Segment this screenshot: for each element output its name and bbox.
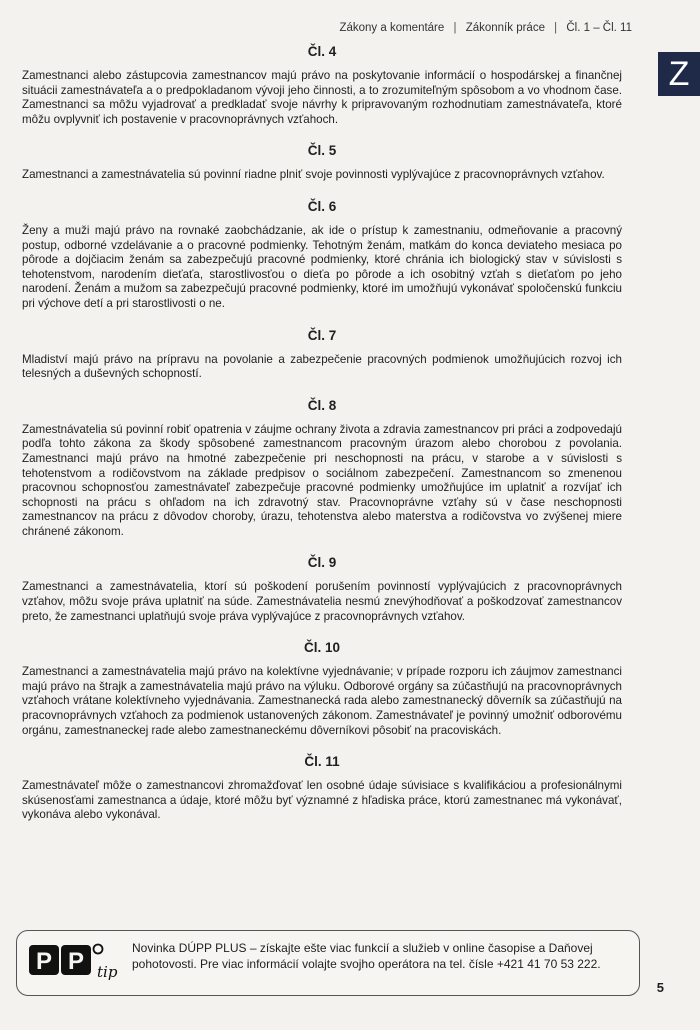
article-body: Zamestnávateľ môže o zamestnancovi zhromažďovať len osobné údaje súvisiace s kvalifikáciou a profesionálnymi skúsenosťami zamestnanca a údaje, ktoré môžu byť významné z hľadiska práce, ktorú zamestnanec má vykonávať, vykonáva alebo vykonával. bbox=[22, 779, 622, 822]
logo-letter-p: P bbox=[67, 948, 85, 975]
section-tab: Z bbox=[658, 52, 700, 96]
article bbox=[22, 555, 622, 624]
article bbox=[22, 754, 622, 823]
article bbox=[22, 199, 622, 312]
pp-tip-box bbox=[16, 930, 640, 996]
article-title: Čl. 9 bbox=[307, 555, 337, 571]
article-title: Čl. 7 bbox=[307, 327, 337, 343]
logo-tip-word: tip bbox=[97, 963, 118, 981]
page-number: 5 bbox=[656, 980, 664, 995]
article-body: Mladiství majú právo na prípravu na povolanie a zabezpečenie pracovných podmienok umožňujúcich rozvoj ich telesných a duševných schopností. bbox=[22, 352, 622, 381]
article-title: Čl. 5 bbox=[307, 143, 337, 159]
article bbox=[22, 398, 622, 540]
article-body: Zamestnanci a zamestnávatelia majú právo na kolektívne vyjednávanie; v prípade rozporu ich záujmov zamestnanci majú právo na štrajk a zamestnávatelia majú právo na výluku. Odborové orgány sa zúčastňujú na pracovnoprávnych vzťahoch vrátane kolektívneho vyjednávania. Zamestnanecká rada alebo zamestnanecký dôverník sa zúčastňujú na pracovnoprávnych vzťahoch za podmienok ustanovených zákonom. Zamestnávateľ je povinný umožniť odborovému orgánu, zamestnaneckej rade alebo zamestnaneckému dôverníkovi pôsobiť na pracoviskách. bbox=[22, 665, 622, 737]
logo-letter-p: P bbox=[35, 948, 53, 975]
article-title: Čl. 4 bbox=[307, 44, 337, 59]
article bbox=[22, 328, 622, 382]
articles-column bbox=[22, 44, 622, 839]
running-header bbox=[339, 22, 632, 34]
header-book-series: Zákony a komentáre bbox=[339, 22, 445, 34]
article bbox=[22, 640, 622, 738]
article bbox=[22, 44, 622, 127]
article-title: Čl. 10 bbox=[303, 640, 341, 656]
article-body: Zamestnanci a zamestnávatelia, ktorí sú poškodení porušením povinností vyplývajúcich z pracovnoprávnych vzťahov, môžu svoje práva uplatniť na súde. Zamestnávatelia nesmú znevýhodňovať a poškodzovať zamestnancov preto, že zamestnanci uplatňujú svoje práva vyplývajúce z pracovnoprávnych vzťahov. bbox=[22, 580, 622, 623]
header-law-title: Zákonník práce bbox=[465, 22, 545, 34]
header-article-range: Čl. 1 – Čl. 11 bbox=[566, 22, 632, 34]
article-body: Zamestnanci a zamestnávatelia sú povinní riadne plniť svoje povinnosti vyplývajúce z pracovnoprávnych vzťahov. bbox=[22, 168, 605, 182]
article-body: Zamestnanci alebo zástupcovia zamestnancov majú právo na poskytovanie informácií o hospodárskej a finančnej situácii zamestnávateľa a o predpokladanom vývoji jeho činnosti, a to zrozumiteľným spôsobom a vo vhodnom čase. Zamestnanci sa môžu vyjadrovať a predkladať svoje návrhy k pripravovaným rozhodnutiam zamestnávateľa, ktoré môžu ovplyvniť ich postavenie v pracovnoprávnych vzťahoch. bbox=[22, 69, 622, 126]
tip-text: Novinka DÚPP PLUS – získajte ešte viac funkcií a služieb v online časopise a Daňovej pohotovosti. Pre viac informácií volajte svojho operátora na tel. čísle +421 41 70 53 222. bbox=[132, 941, 601, 971]
article-title: Čl. 6 bbox=[307, 198, 337, 214]
article-body: Zamestnávatelia sú povinní robiť opatrenia v záujme ochrany života a zdravia zamestnancov pri práci a zodpovedajú podľa tohto zákona za škody spôsobené zamestnancom pracovným úrazom alebo chorobou z povolania. Zamestnanci majú právo na hmotné zabezpečenie pri neschopnosti na prácu, v starobe a v súvislosti s tehotenstvom a rodičovstvom na základe predpisov o sociálnom zabezpečení. Zamestnancom so zmenenou pracovnou schopnosťou zamestnávateľ zabezpečuje pracovné podmienky umožňujúce im uplatniť a rozvíjať ich schopnosti na prácu s ohľadom na ich zdravotný stav. Pracovnoprávne vzťahy sú v čase neschopnosti zamestnancov na prácu z dôvodov choroby, úrazu, tehotenstva alebo materstva a rodičovstva vo zvýšenej miere chránené zákonom. bbox=[22, 422, 622, 538]
article-body: Ženy a muži majú právo na rovnaké zaobchádzanie, ak ide o prístup k zamestnaniu, odmeňovanie a pracovný postup, odborné vzdelávanie a o pracovné podmienky. Tehotným ženám, matkám do konca deviateho mesiaca po pôrode a dojčiacim ženám sa zabezpečujú pracovné podmienky, ktoré chránia ich biologický stav v súvislosti s tehotenstvom, narodením dieťaťa, starostlivosťou o dieťa po pôrode a ich osobitný vzťah s dieťaťom po jeho narodení. Ženám a mužom sa zabezpečujú pracovné podmienky, ktoré im umožňujú vykonávať spoločenskú funkciu pri výchove detí a pri starostlivosti o ne. bbox=[22, 223, 622, 310]
pp-tip-logo-icon bbox=[27, 939, 127, 987]
article-title: Čl. 11 bbox=[304, 754, 340, 770]
header-separator: | bbox=[554, 22, 558, 34]
article-title: Čl. 8 bbox=[307, 397, 337, 413]
article bbox=[22, 143, 622, 183]
header-separator: | bbox=[453, 22, 457, 34]
